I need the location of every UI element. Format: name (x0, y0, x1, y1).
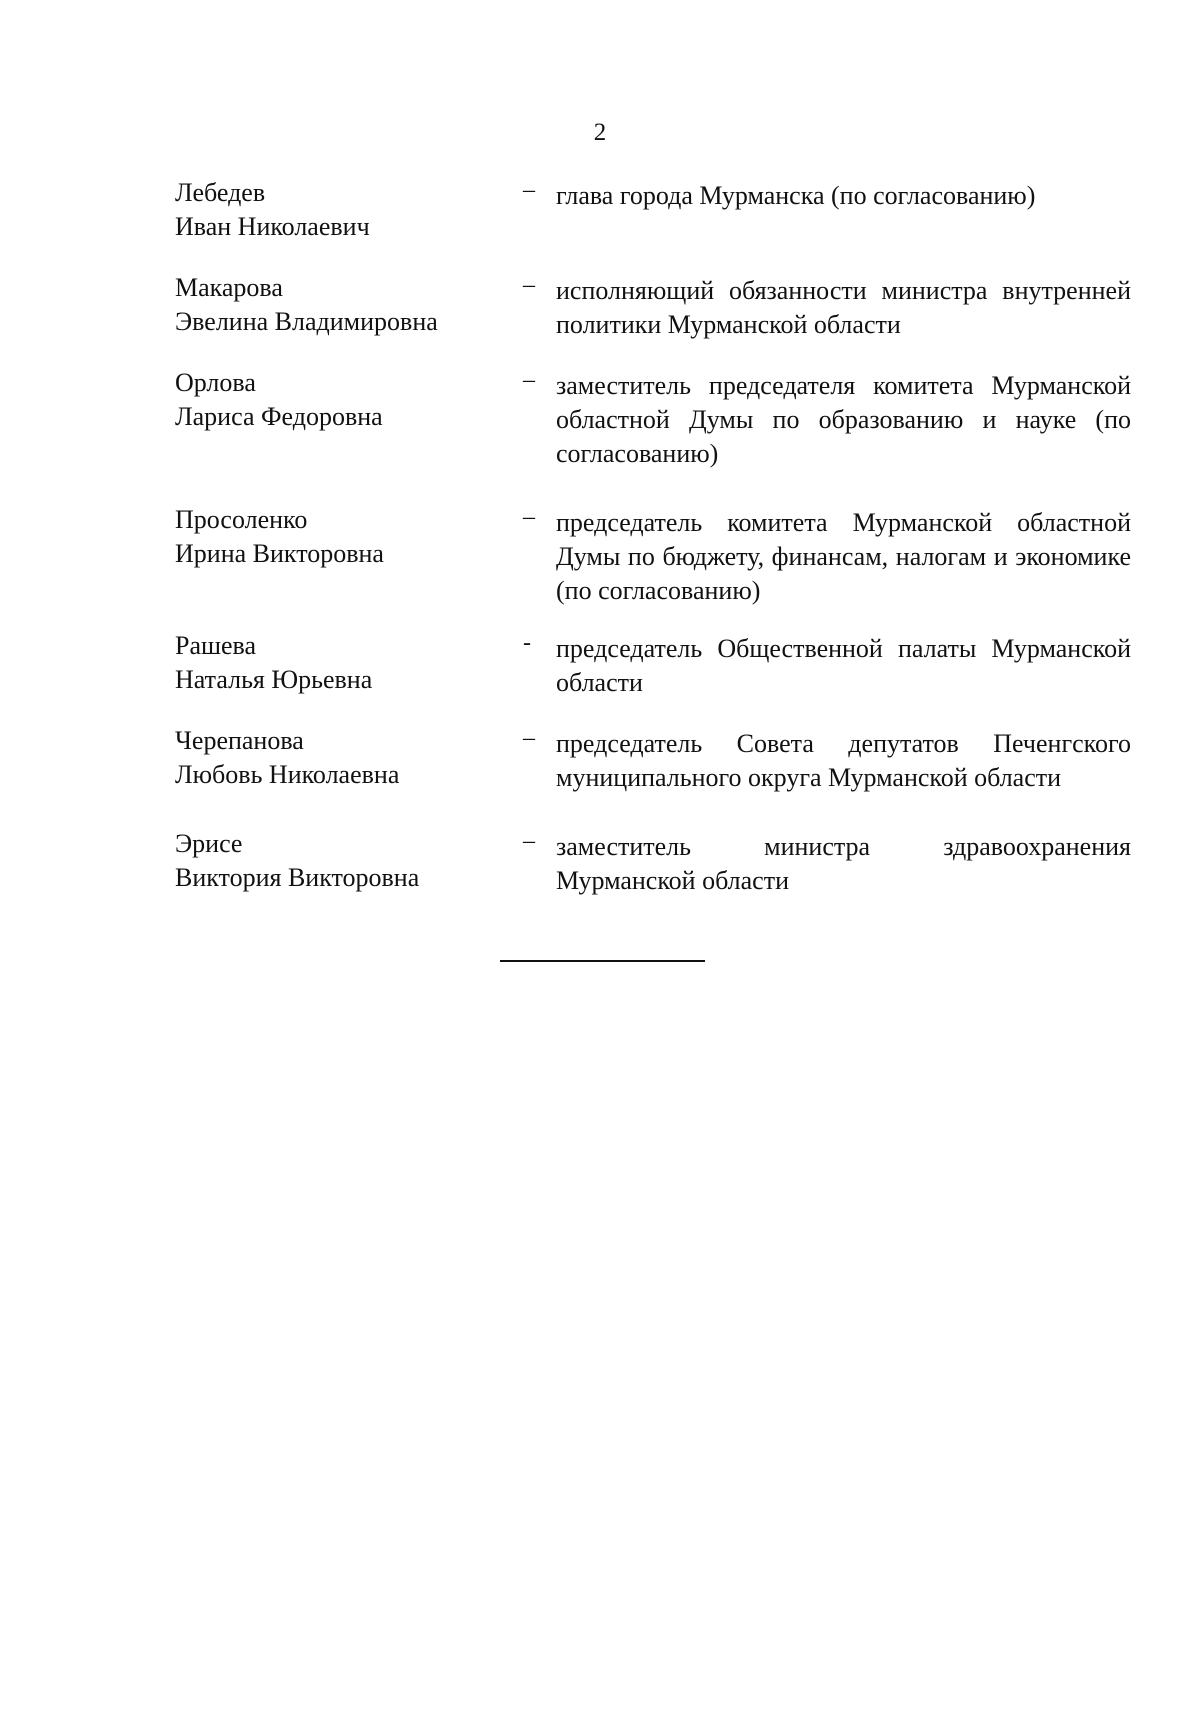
member-surname: Черепанова (175, 726, 304, 755)
member-role: исполняющий обязанности министра внутренней политики Мурманской области (556, 276, 1131, 339)
member-role: заместитель председателя комитета Мурманской областной Думы по образованию и науке (по согласованию) (556, 371, 1131, 468)
member-name (175, 724, 515, 792)
member-given-names: Иван Николаевич (175, 212, 370, 241)
member-given-names: Виктория Викторовна (175, 863, 420, 892)
dash-separator: - (523, 630, 531, 656)
member-role: заместитель министра здравоохранения Мурманской области (556, 832, 1131, 895)
page-number: 2 (593, 119, 607, 146)
member-name (175, 176, 515, 244)
member-surname: Макарова (175, 273, 283, 302)
member-role: глава города Мурманска (по согласованию) (556, 181, 1036, 210)
member-surname: Эрисе (175, 829, 243, 858)
member-surname: Рашева (175, 631, 257, 660)
member-given-names: Ирина Викторовна (175, 539, 384, 568)
member-surname: Орлова (175, 368, 256, 397)
member-surname: Лебедев (175, 178, 266, 207)
dash-separator: – (523, 725, 535, 751)
closing-rule (500, 960, 705, 962)
member-role: председатель Совета депутатов Печенгского муниципального округа Мурманской области (556, 729, 1131, 792)
member-role: председатель комитета Мурманской областной Думы по бюджету, финансам, налогам и экономике (по согласованию) (556, 508, 1131, 605)
dash-separator: – (523, 367, 535, 393)
member-given-names: Любовь Николаевна (175, 760, 400, 789)
member-role: председатель Общественной палаты Мурманской области (556, 634, 1131, 697)
dash-separator: – (523, 272, 535, 298)
member-name (175, 629, 515, 697)
dash-separator: – (523, 177, 535, 203)
member-name (175, 503, 515, 571)
member-given-names: Эвелина Владимировна (175, 307, 438, 336)
member-name (175, 366, 515, 434)
dash-separator: – (523, 504, 535, 530)
member-name (175, 271, 515, 339)
member-name (175, 827, 515, 895)
member-surname: Просоленко (175, 505, 308, 534)
dash-separator: – (523, 828, 535, 854)
member-given-names: Наталья Юрьевна (175, 665, 373, 694)
member-given-names: Лариса Федоровна (175, 402, 383, 431)
